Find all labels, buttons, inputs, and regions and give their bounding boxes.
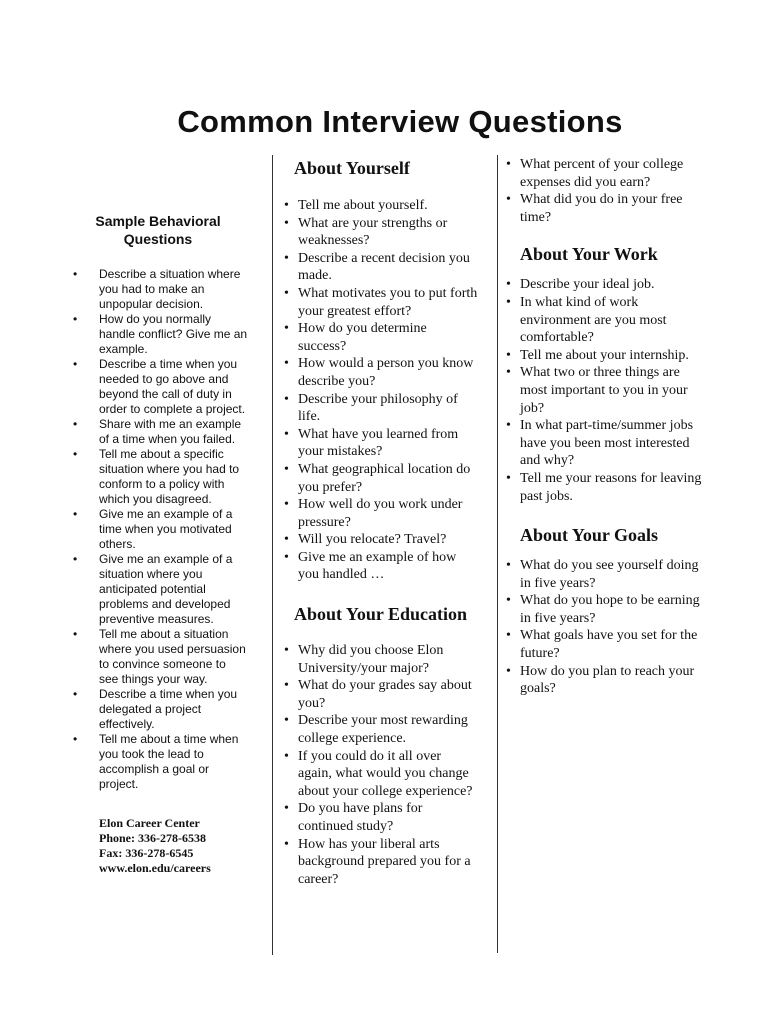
contact-website-link[interactable]: www.elon.edu/careers <box>99 861 211 875</box>
list-item: • Tell me your reasons for leaving past jobs. <box>504 470 704 505</box>
list-item: • Describe a recent decision you made. <box>282 250 478 285</box>
list-item: • Tell me about a time when you took the lead to accomplish a goal or project. <box>66 732 248 792</box>
list-item: • Tell me about yourself. <box>282 197 478 215</box>
list-item: • What did you do in your free time? <box>504 191 704 226</box>
education-continued-list <box>504 156 704 226</box>
list-item: • What have you learned from your mistakes? <box>282 426 478 461</box>
list-item: • Describe a situation where you had to make an unpopular decision. <box>66 267 248 312</box>
list-item: • Describe your most rewarding college experience. <box>282 712 478 747</box>
list-item: • Do you have plans for continued study? <box>282 800 478 835</box>
about-yourself-list <box>282 197 478 584</box>
page-title: Common Interview Questions <box>177 104 623 139</box>
list-item: • Tell me about a specific situation where you had to conform to a policy with which you disagreed. <box>66 447 248 507</box>
list-item: • What are your strengths or weaknesses? <box>282 215 478 250</box>
list-item: • In what part-time/summer jobs have you been most interested and why? <box>504 417 704 470</box>
list-item: • What do you see yourself doing in five years? <box>504 557 704 592</box>
list-item: • Give me an example of how you handled … <box>282 549 478 584</box>
list-item: • What do you hope to be earning in five years? <box>504 592 704 627</box>
list-item: • Describe your philosophy of life. <box>282 391 478 426</box>
list-item: • What motivates you to put forth your greatest effort? <box>282 285 478 320</box>
list-item: • Tell me about your internship. <box>504 347 704 365</box>
list-item: • How do you normally handle conflict? Give me an example. <box>66 312 248 357</box>
list-item: • Describe a time when you delegated a project effectively. <box>66 687 248 732</box>
right-column <box>504 156 704 698</box>
list-item: • Give me an example of a situation where you anticipated potential problems and developed preventive measures. <box>66 552 248 627</box>
list-item: • Share with me an example of a time when you failed. <box>66 417 248 447</box>
list-item: • Give me an example of a time when you motivated others. <box>66 507 248 552</box>
list-item: • Tell me about a situation where you used persuasion to convince someone to see things your way. <box>66 627 248 687</box>
list-item: • Describe your ideal job. <box>504 276 704 294</box>
about-education-list <box>282 642 478 888</box>
list-item: • What geographical location do you prefer? <box>282 461 478 496</box>
list-item: • How has your liberal arts background prepared you for a career? <box>282 836 478 889</box>
list-item: • What two or three things are most important to you in your job? <box>504 364 704 417</box>
behavioral-questions-section <box>66 212 248 876</box>
behavioral-list <box>66 267 248 792</box>
list-item: • What do your grades say about you? <box>282 677 478 712</box>
about-work-list <box>504 276 704 505</box>
behavioral-heading: Sample Behavioral Questions <box>95 213 221 247</box>
list-item: • How would a person you know describe you? <box>282 355 478 390</box>
list-item: • Describe a time when you needed to go above and beyond the call of duty in order to complete a project. <box>66 357 248 417</box>
list-item: • Will you relocate? Travel? <box>282 531 478 549</box>
list-item: • In what kind of work environment are you most comfortable? <box>504 294 704 347</box>
about-goals-list <box>504 557 704 698</box>
list-item: • What goals have you set for the future? <box>504 627 704 662</box>
column-divider-left <box>272 155 273 955</box>
about-education-heading: About Your Education <box>294 604 468 625</box>
list-item: • How do you plan to reach your goals? <box>504 663 704 698</box>
about-goals-heading: About Your Goals <box>520 525 659 546</box>
contact-fax: Fax: 336-278-6545 <box>99 846 194 860</box>
about-yourself-heading: About Yourself <box>294 158 410 178</box>
list-item: • Why did you choose Elon University/your major? <box>282 642 478 677</box>
list-item: • How well do you work under pressure? <box>282 496 478 531</box>
column-divider-right <box>497 155 498 953</box>
list-item: • What percent of your college expenses did you earn? <box>504 156 704 191</box>
contact-phone: Phone: 336-278-6538 <box>99 831 206 845</box>
list-item: • If you could do it all over again, what would you change about your college experience? <box>282 748 478 801</box>
list-item: • How do you determine success? <box>282 320 478 355</box>
contact-name: Elon Career Center <box>99 816 200 830</box>
middle-column <box>282 156 478 888</box>
contact-block <box>66 816 248 876</box>
about-work-heading: About Your Work <box>520 244 658 265</box>
